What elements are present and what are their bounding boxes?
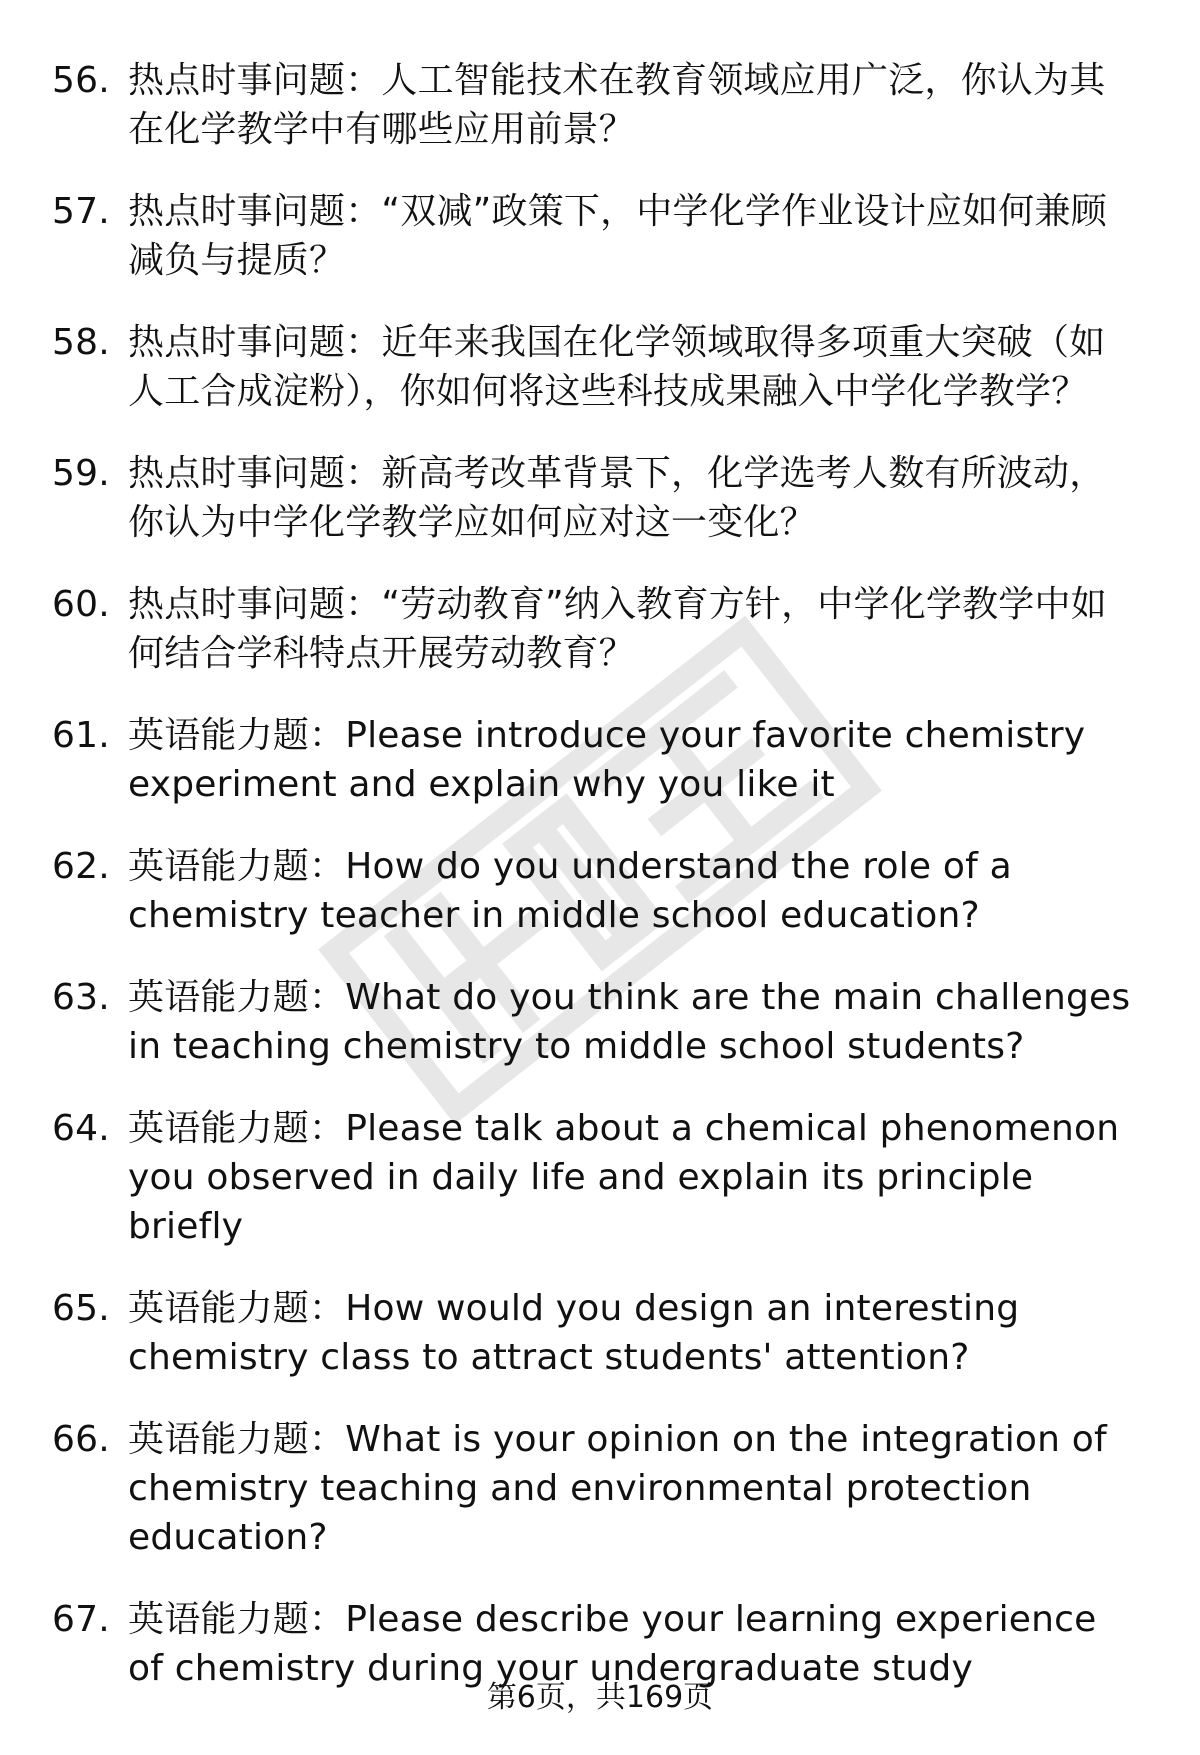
question-number: 56. xyxy=(52,60,110,101)
page-number-label: 第6页，共169页 xyxy=(486,1680,714,1715)
list-item xyxy=(52,1284,1152,1382)
list-item xyxy=(52,1415,1152,1562)
question-number: 59. xyxy=(52,453,110,494)
question-text: 英语能力题：What is your opinion on the integration of chemistry teaching and environmental protection education? xyxy=(128,1419,1107,1558)
question-text: 热点时事问题：人工智能技术在教育领域应用广泛，你认为其在化学教学中有哪些应用前景？ xyxy=(128,60,1106,150)
question-text: 英语能力题：Please talk about a chemical phenomenon you observed in daily life and explain its principle briefly xyxy=(128,1108,1120,1247)
question-text: 英语能力题：Please introduce your favorite chemistry experiment and explain why you like it xyxy=(128,715,1086,805)
list-item xyxy=(52,56,1152,154)
question-number: 63. xyxy=(52,977,110,1018)
question-text: 英语能力题：Please describe your learning experience of chemistry during your undergraduate study xyxy=(128,1599,1097,1689)
list-item xyxy=(52,187,1152,285)
question-number: 60. xyxy=(52,584,110,625)
question-text: 英语能力题：How do you understand the role of a chemistry teacher in middle school education? xyxy=(128,846,1012,936)
question-number: 58. xyxy=(52,322,110,363)
question-list xyxy=(52,56,1152,1726)
list-item xyxy=(52,318,1152,416)
question-text: 热点时事问题：新高考改革背景下，化学选考人数有所波动，你认为中学化学教学应如何应对这一变化？ xyxy=(128,453,1106,543)
question-text: 英语能力题：How would you design an interesting chemistry class to attract students' attention? xyxy=(128,1288,1020,1378)
question-text: 英语能力题：What do you think are the main challenges in teaching chemistry to middle school students? xyxy=(128,977,1131,1067)
list-item xyxy=(52,449,1152,547)
list-item xyxy=(52,1104,1152,1251)
question-number: 64. xyxy=(52,1108,110,1149)
list-item xyxy=(52,842,1152,940)
question-number: 67. xyxy=(52,1599,110,1640)
question-text: 热点时事问题：“劳动教育”纳入教育方针，中学化学教学中如何结合学科特点开展劳动教育？ xyxy=(128,584,1107,674)
question-text: 热点时事问题：近年来我国在化学领域取得多项重大突破（如人工合成淀粉），你如何将这些科技成果融入中学化学教学？ xyxy=(128,322,1106,412)
question-text: 热点时事问题：“双减”政策下，中学化学作业设计应如何兼顾减负与提质？ xyxy=(128,191,1107,281)
question-number: 66. xyxy=(52,1419,110,1460)
list-item xyxy=(52,973,1152,1071)
question-number: 62. xyxy=(52,846,110,887)
page-footer xyxy=(0,1678,1200,1718)
list-item xyxy=(52,580,1152,678)
question-number: 65. xyxy=(52,1288,110,1329)
list-item xyxy=(52,711,1152,809)
question-number: 57. xyxy=(52,191,110,232)
question-number: 61. xyxy=(52,715,110,756)
